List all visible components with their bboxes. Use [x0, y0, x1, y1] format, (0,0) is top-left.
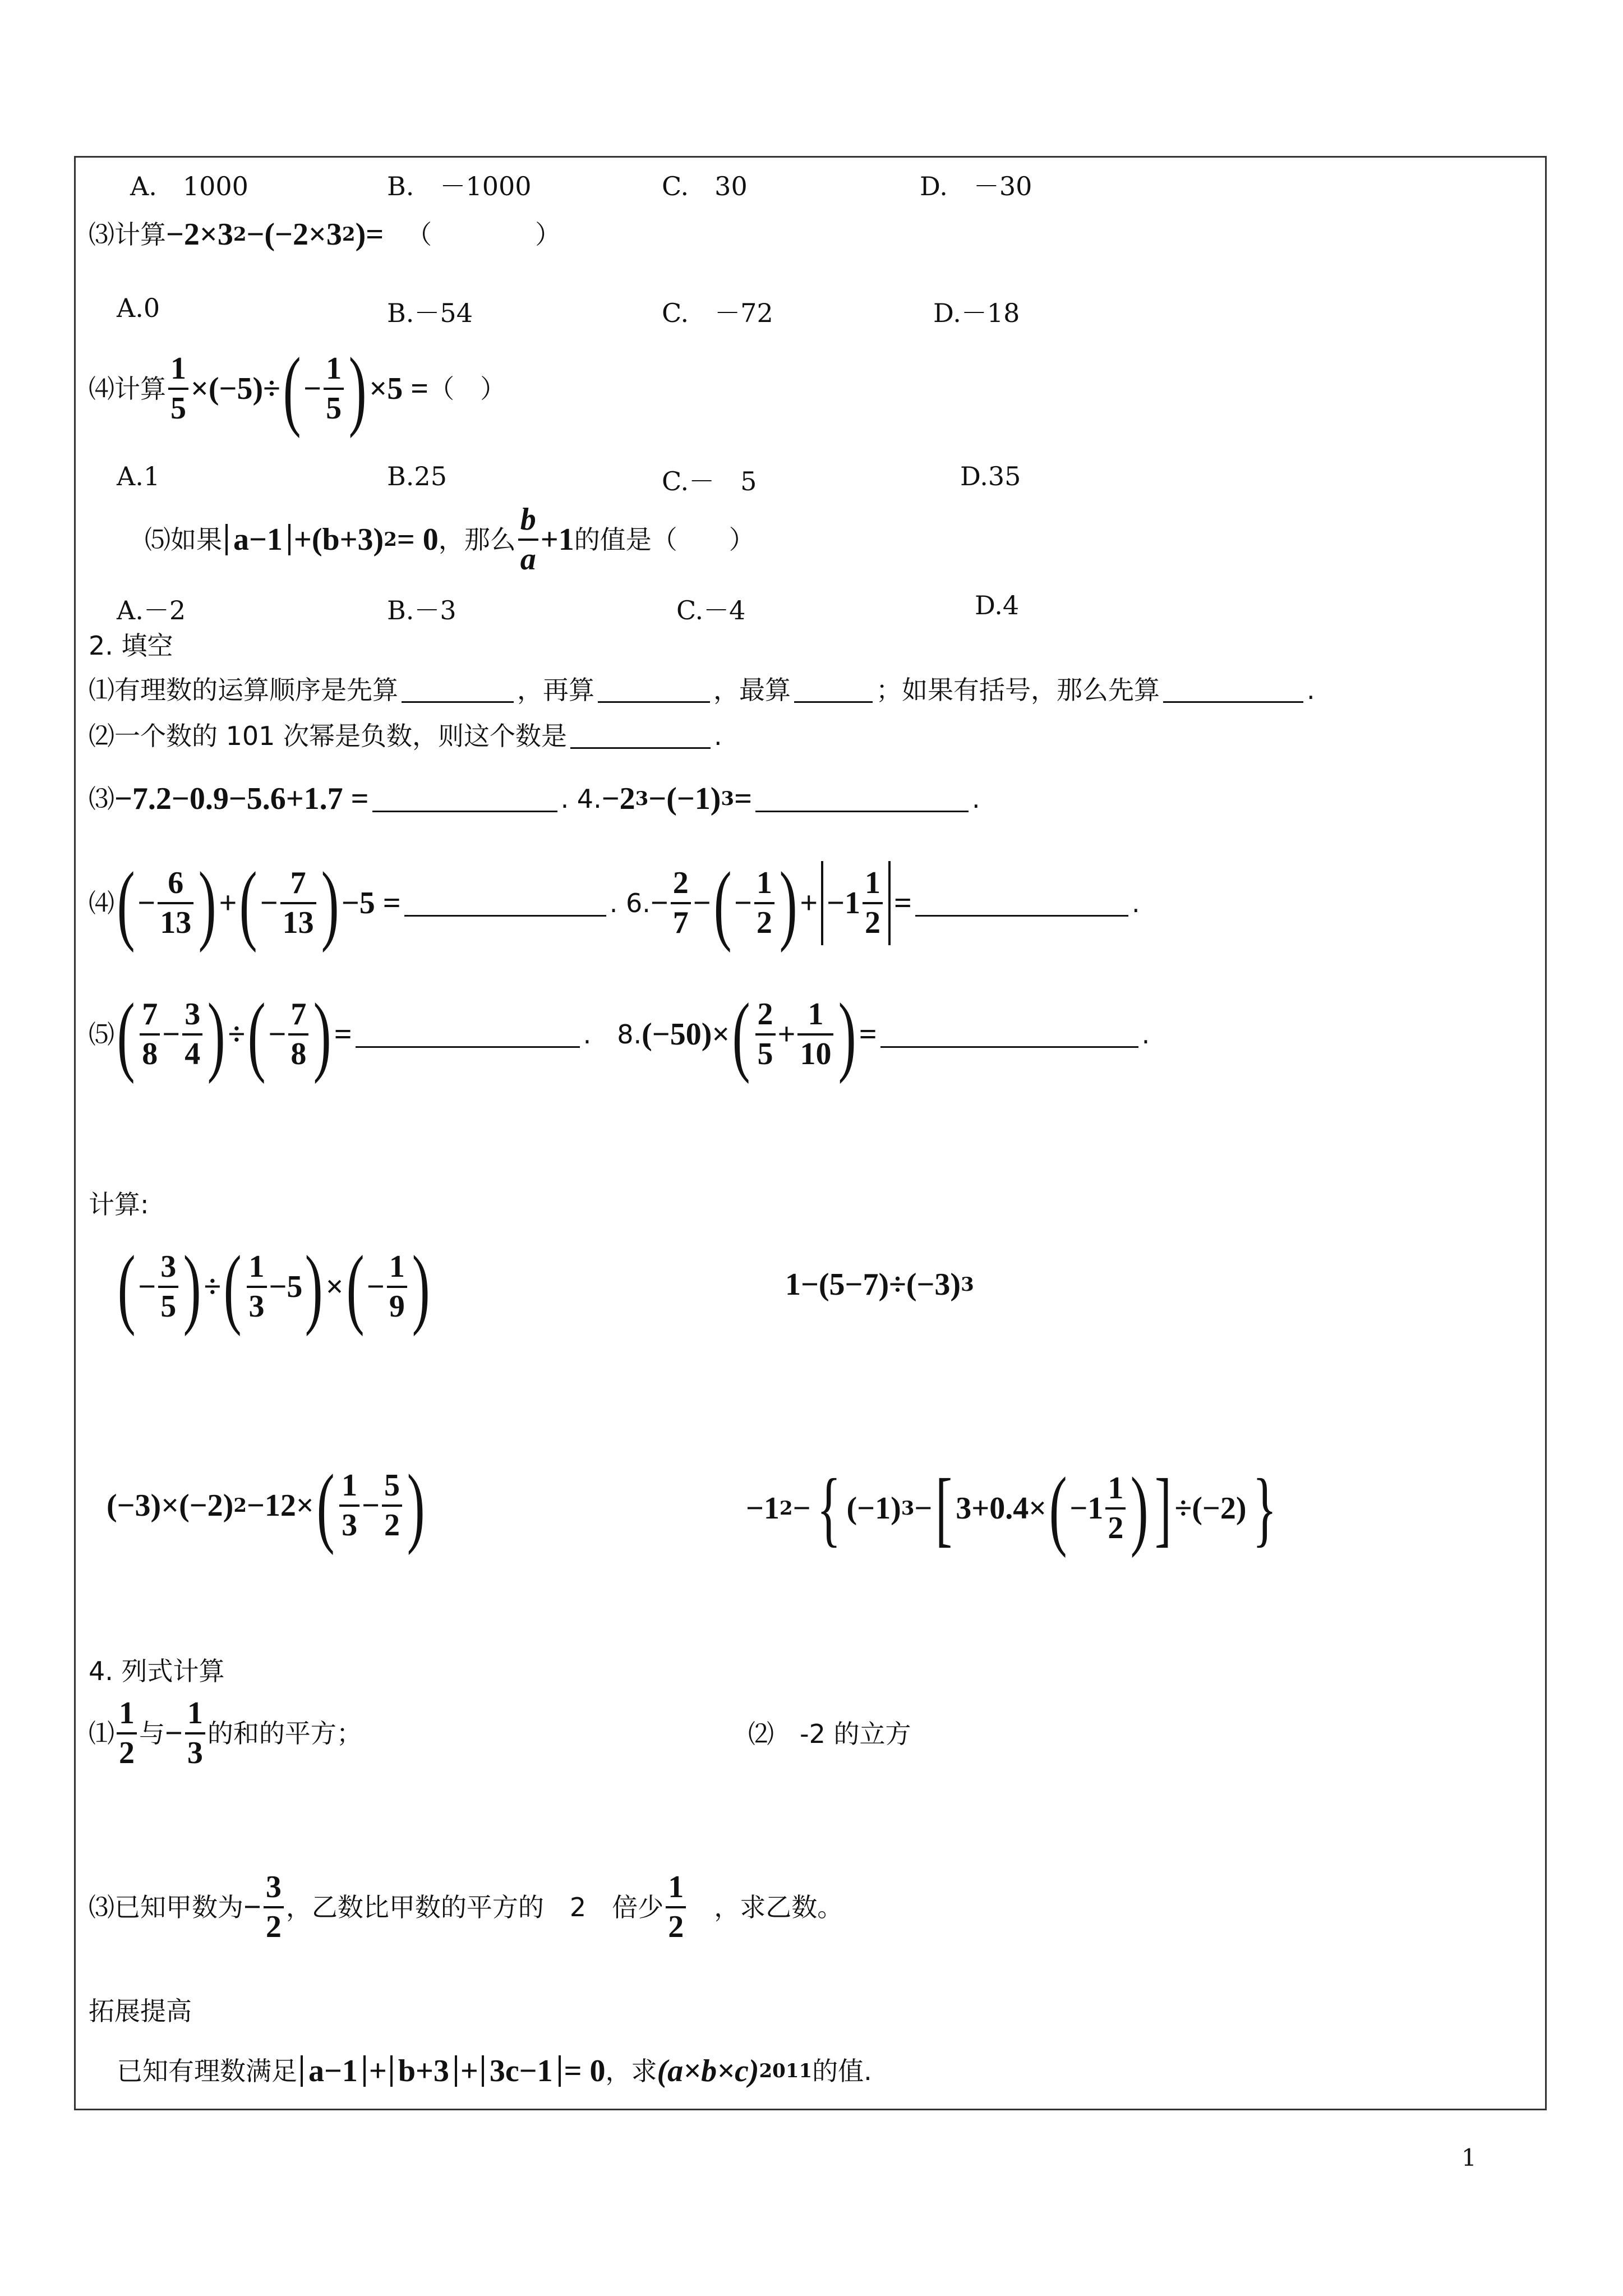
fill-line-5: ⑸ ( $\frac{7}{8}$ − $\frac{3}{4}$ ) ÷ ( − $\frac{7}{8}$ ) = . 8. (−50)× ( $\frac{2}{5}$ + $\frac{1}{10}$ ) = . — [89, 984, 1150, 1084]
q5-option-a: A.－2 — [117, 595, 186, 625]
option-d: D. －30 — [920, 171, 1032, 201]
list-calc-1: ⑴ $\frac{1}{2}$ 与 − $\frac{1}{3}$ 的和的平方； — [89, 1696, 362, 1770]
calc-expression-3: (−3)×(−2) 2 −12× ( $\frac{1}{3}$ − $\frac{5}{2}$ ) — [107, 1456, 425, 1556]
extend-heading: 拓展提高 — [89, 1996, 192, 2026]
fraction: $\frac{1}{2}$ — [666, 1871, 686, 1944]
page-frame — [74, 156, 1547, 2110]
page-number: 1 — [1461, 2144, 1477, 2171]
q4-option-c: C.－ 5 — [662, 466, 757, 496]
q5-option-c: C.－4 — [676, 595, 746, 625]
fraction: $\frac{1}{3}$ — [247, 1250, 267, 1323]
q4-option-a: A.1 — [117, 461, 160, 491]
fraction: $\frac{1}{3}$ — [339, 1469, 359, 1542]
fraction: $\frac{7}{8}$ — [288, 998, 308, 1071]
option-c: C. 30 — [662, 171, 748, 201]
question-4: ⑷计算 $\frac{1}{5}$ ×(−5)÷ ( − $\frac{1}{5}$ ) ×5 = （ ） — [89, 339, 506, 439]
option-a: A. 1000 — [130, 171, 248, 201]
fraction: $\frac{1}{2}$ — [754, 867, 774, 940]
calc-expression-4: −1 2 − { (−1) 3 − [ 3+0.4× ( −1 $\frac{1}{2}$ ) ] ÷(−2) } — [746, 1458, 1277, 1558]
list-calc-heading: 4. 列式计算 — [89, 1656, 225, 1686]
q4-option-d: D.35 — [960, 461, 1021, 491]
q5-option-d: D.4 — [975, 590, 1020, 620]
fraction: $\frac{3}{5}$ — [158, 1250, 178, 1323]
fraction: $\frac{7}{8}$ — [140, 998, 160, 1071]
option-b: B. －1000 — [387, 171, 532, 201]
fraction: $\frac{1}{2}$ — [863, 867, 883, 940]
question-3: ⑶计算 −2×3 2 −(−2×3 2 )= （ ） — [89, 217, 561, 252]
q3-option-d: D.－18 — [933, 298, 1020, 328]
fraction: $\frac{1}{10}$ — [797, 998, 833, 1071]
calc-expression-1: ( − $\frac{3}{5}$ ) ÷ ( $\frac{1}{3}$ −5 ) × ( − $\frac{1}{9}$ ) — [117, 1237, 430, 1337]
fill-line-1: ⑴有理数的运算顺序是先算 ，再算 ，最算 ；如果有括号，那么先算 . — [89, 674, 1315, 705]
fraction: $\frac{1}{9}$ — [387, 1250, 407, 1323]
fraction: $\frac{1}{2}$ — [1105, 1472, 1126, 1545]
fraction: $\frac{1}{5}$ — [168, 352, 188, 425]
fraction: $\frac{7}{13}$ — [280, 867, 316, 940]
q3-option-c: C. －72 — [662, 298, 773, 328]
fraction: $\frac{1}{2}$ — [117, 1697, 137, 1770]
fraction: $\frac{5}{2}$ — [382, 1469, 402, 1542]
q5-option-b: B.－3 — [387, 595, 457, 625]
calc-heading: 计算: — [89, 1189, 149, 1220]
fill-line-3: ⑶ −7.2−0.9−5.6+1.7 = . 4. −2 3 −(−1) 3 = . — [89, 781, 980, 816]
fill-line-2: ⑵一个数的 101 次幂是负数，则这个数是 . — [89, 720, 722, 751]
list-calc-3: ⑶已知甲数为 − $\frac{3}{2}$ ，乙数比甲数的平方的 2 倍少 $\frac{1}{2}$ ，求乙数。 — [89, 1870, 843, 1944]
fraction: $\frac{3}{4}$ — [182, 998, 202, 1071]
fraction: $\frac{6}{13}$ — [158, 867, 193, 940]
fraction: $\frac{3}{2}$ — [264, 1871, 284, 1944]
fraction: $\frac{2}{5}$ — [755, 998, 776, 1071]
fraction: $\frac{1}{5}$ — [324, 352, 344, 425]
fill-line-4: ⑷ ( − $\frac{6}{13}$ ) + ( − $\frac{7}{13}$ ) −5 = . 6. − $\frac{2}{7}$ − ( − $\frac{1}{2}$ ) + −1 $\frac{1}{2}$ = . — [89, 853, 1140, 953]
calc-expression-2: 1−(5−7)÷(−3) 3 — [785, 1267, 974, 1302]
question-5: ⑸如果 a−1 +(b+3) 2 = 0 ，那么 $\frac{b}{a}$ +1 的值是（ ） — [145, 502, 755, 577]
q4-option-b: B.25 — [387, 461, 447, 491]
fraction: $\frac{2}{7}$ — [671, 867, 691, 940]
fraction: $\frac{b}{a}$ — [518, 503, 538, 576]
list-calc-2: ⑵ -2 的立方 — [748, 1719, 911, 1749]
fraction: $\frac{1}{3}$ — [185, 1697, 205, 1770]
fill-heading: 2. 填空 — [89, 631, 173, 661]
extend-problem: 已知有理数满足 a−1 + b+3 + 3c−1 = 0 ，求 (a×b×c) 2011 的值. — [117, 2054, 872, 2088]
q3-option-a: A.0 — [117, 293, 160, 323]
q3-option-b: B.－54 — [387, 298, 473, 328]
